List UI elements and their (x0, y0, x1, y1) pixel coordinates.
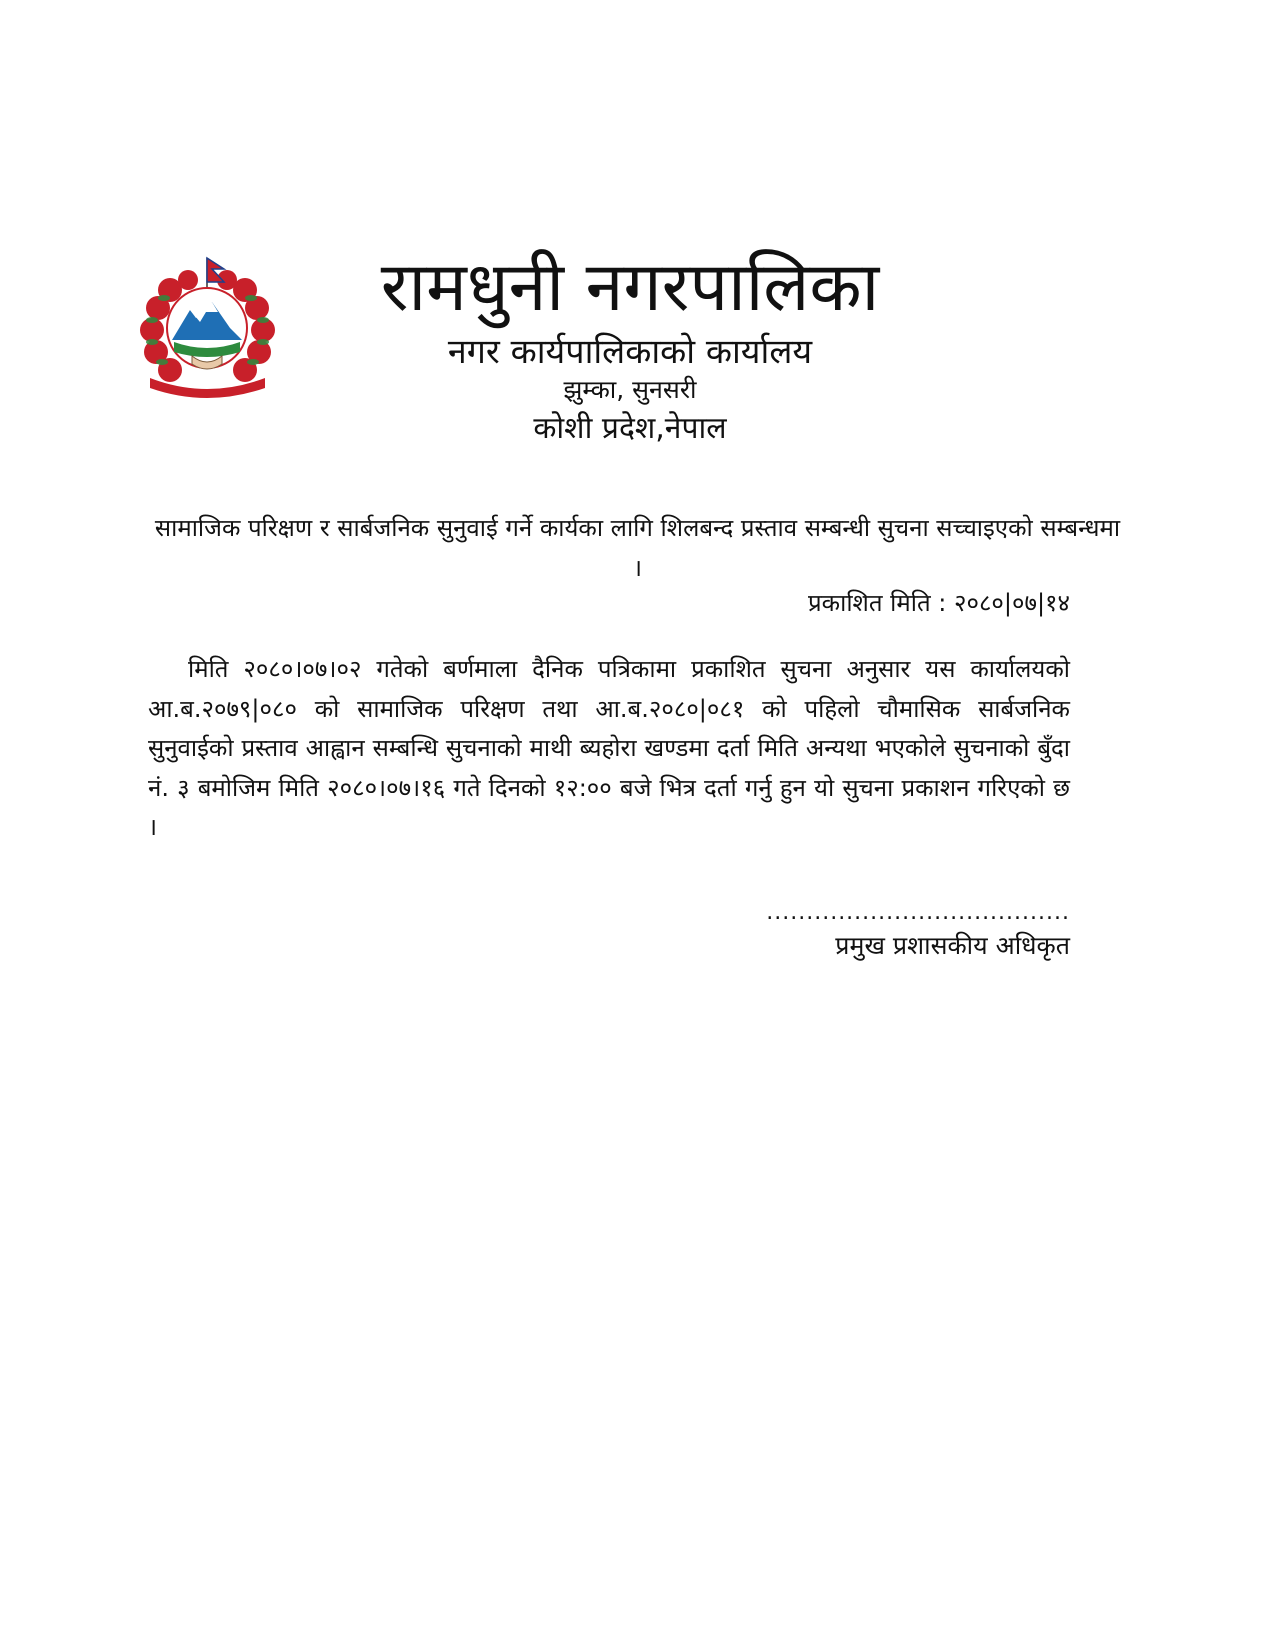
office-subtitle: नगर कार्यपालिकाको कार्यालय (447, 332, 813, 372)
signatory-title: प्रमुख प्रशासकीय अधिकृत (835, 931, 1070, 960)
notice-subject: सामाजिक परिक्षण र सार्बजनिक सुनुवाई गर्ने कार्यका लागि शिलबन्द प्रस्ताव सम्बन्धी सुचना सच्चाइएको सम्बन्धमा । (154, 514, 1121, 582)
municipality-title: रामधुनी नगरपालिका (380, 248, 880, 327)
signature-line: ...................................... (766, 900, 1070, 925)
notice-body: मिति २०८०।०७।०२ गतेको बर्णमाला दैनिक पत्रिकामा प्रकाशित सुचना अनुसार यस कार्यालयको आ.ब.२०७९|०८० को सामाजिक परिक्षण तथा आ.ब.२०८०|०८१ को पहिलो चौमासिक सार्बजनिक सुनुवाईको प्रस्ताव आह्वान सम्बन्धि सुचनाको माथी ब्यहोरा खण्डमा दर्ता मिति अन्यथा भएकोले सुचनाको बुँदा नं. ३ बमोजिम मिति २०८०।०७।१६ गते दिनको १२:०० बजे भित्र दर्ता गर्नु हुन यो सुचना प्रकाशन गरिएको छ । (148, 655, 1070, 841)
address-line-1: झुम्का, सुनसरी (563, 375, 697, 404)
address-line-2: कोशी प्रदेश,नेपाल (533, 411, 727, 446)
published-date: प्रकाशित मिति : २०८०|०७|१४ (808, 589, 1070, 617)
nepal-government-emblem-icon (130, 250, 285, 400)
